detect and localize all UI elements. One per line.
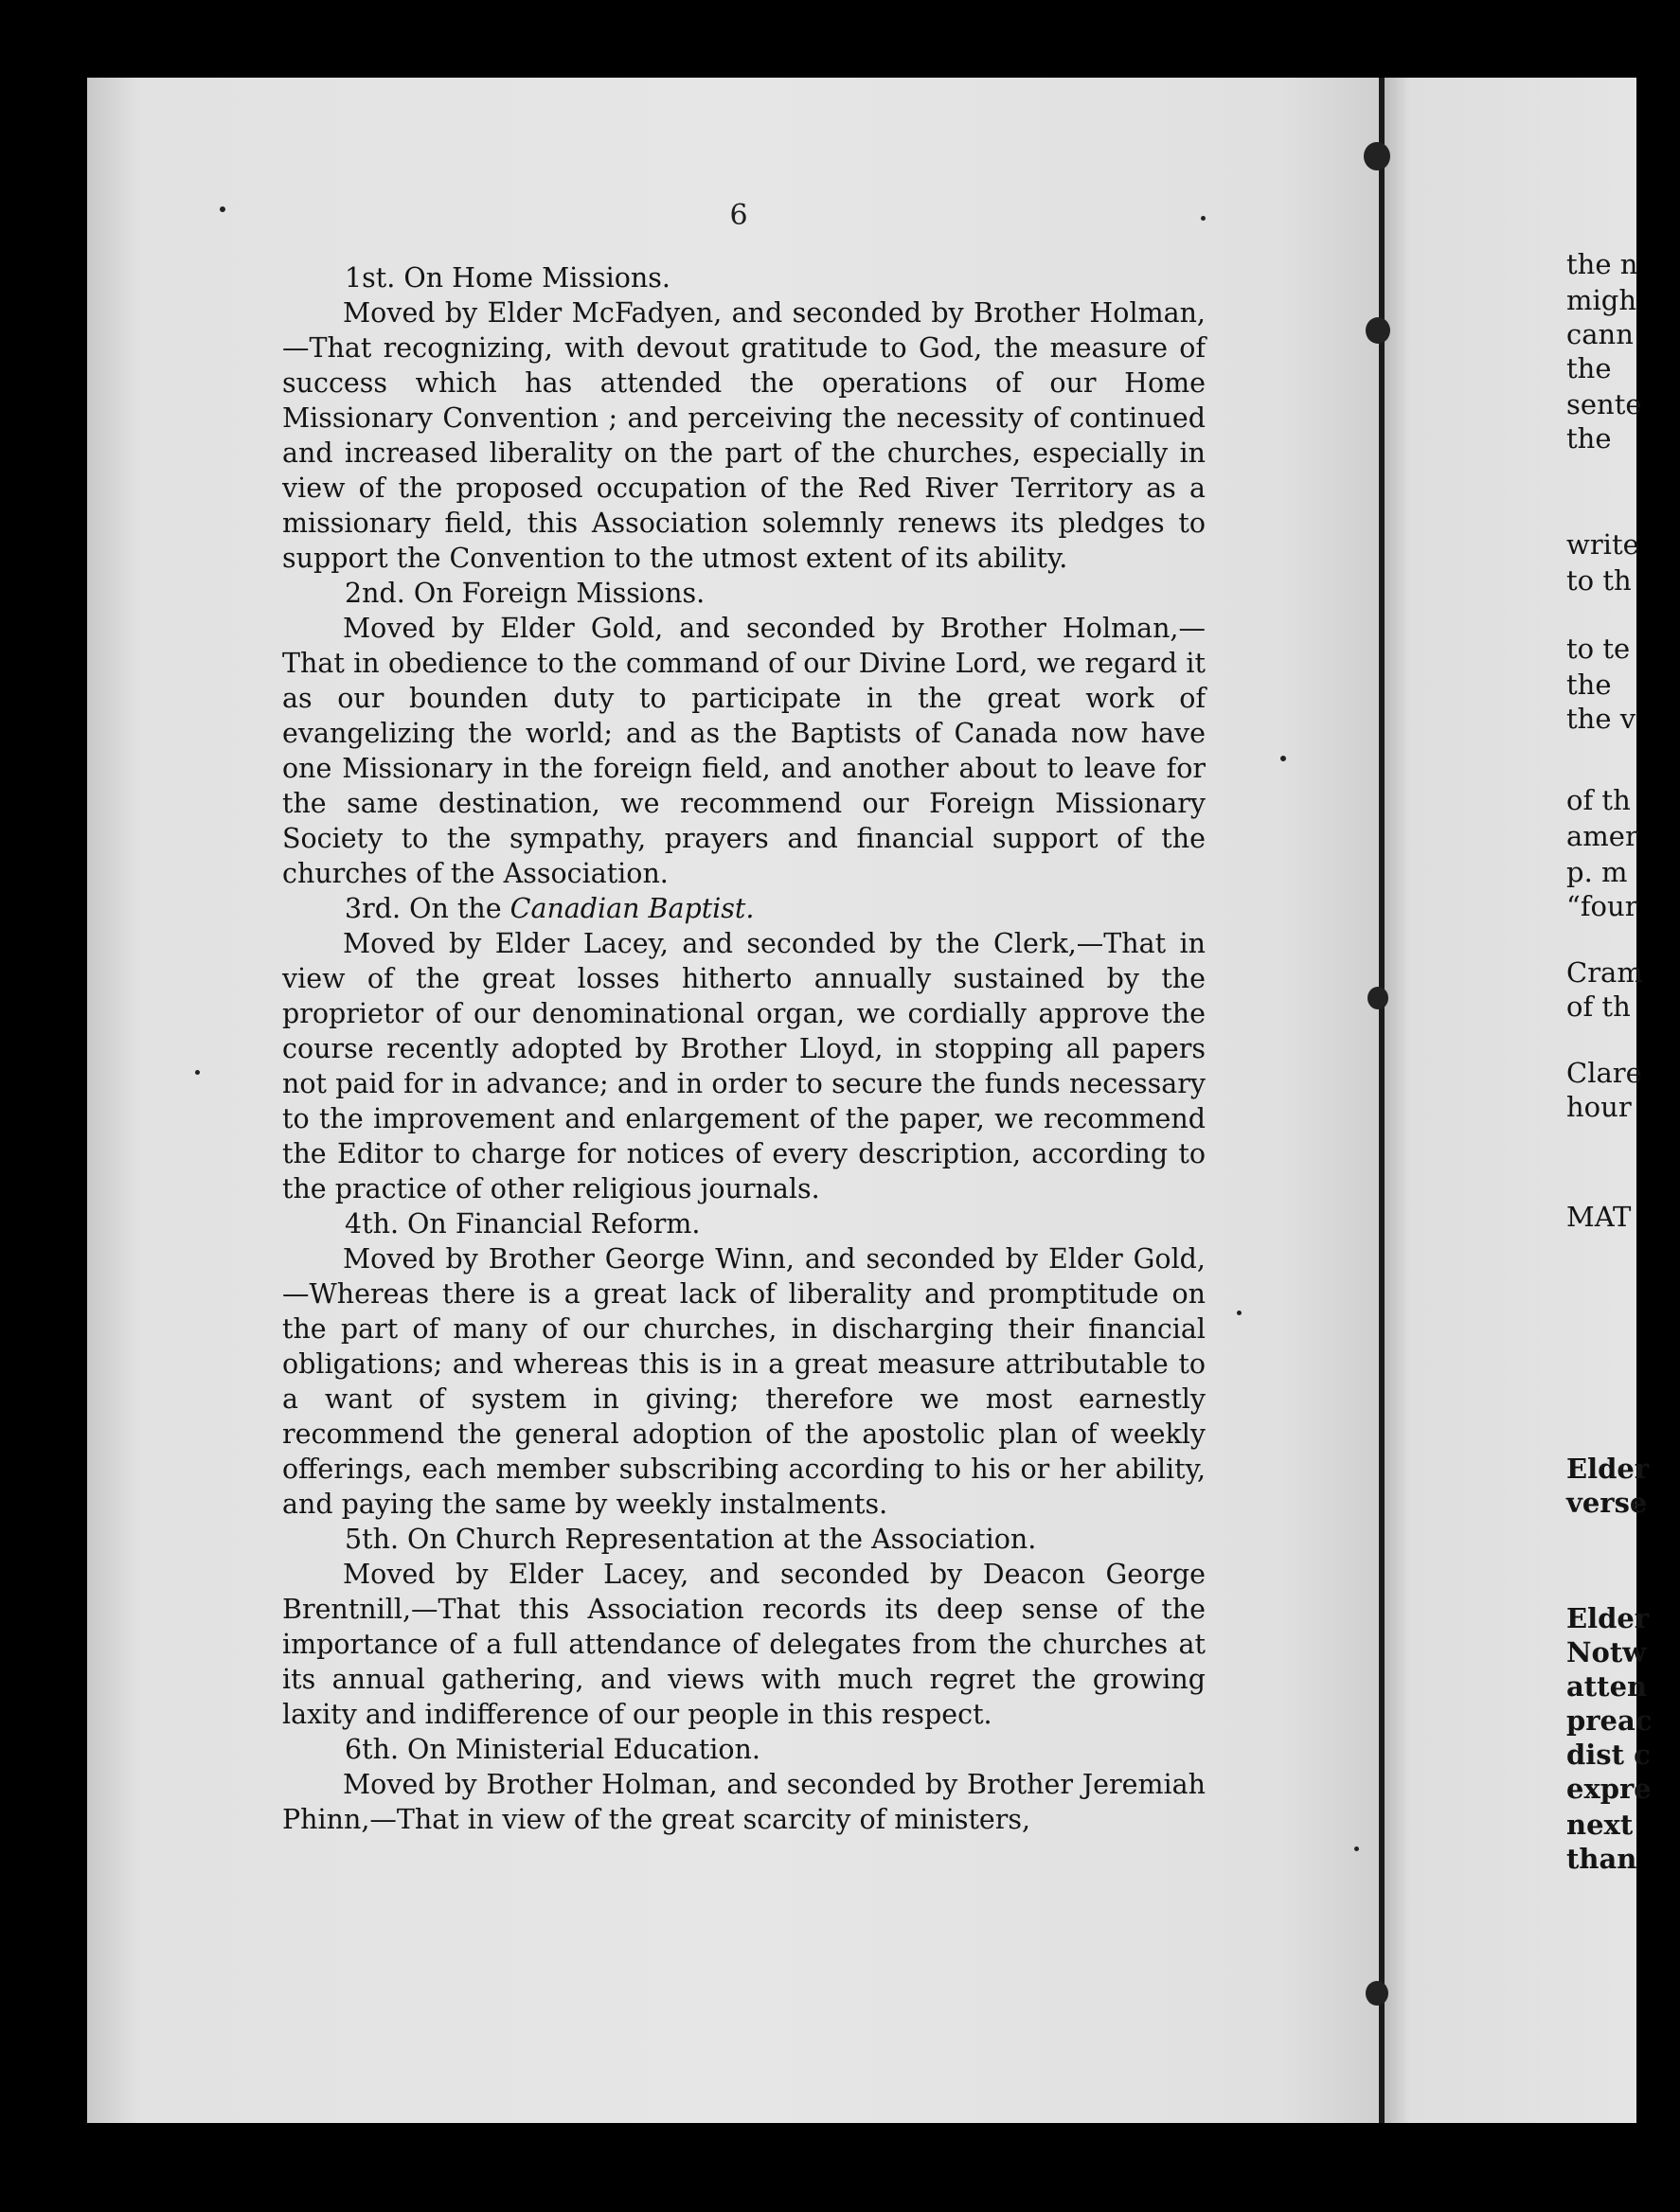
right-page-fragment: of th [1566, 784, 1631, 816]
resolutions-text [282, 260, 1206, 1837]
right-page-fragment: cann [1566, 318, 1634, 350]
resolution-paragraph: Moved by Elder Lacey, and seconded by the Clerk,—That in view of the great losses hitherto annually sustained by the proprietor of our denominational organ, we cordially approve the course recently adopted by Brother Lloyd, in stopping all papers not paid for in advance; and in order to secure the funds necessary to the improvement and enlargement of the paper, we recommend the Editor to charge for notices of every description, according to the practice of other religious journals. [282, 928, 1206, 1204]
right-page-fragment: sente [1566, 388, 1642, 420]
page-number: 6 [729, 199, 748, 232]
resolution-paragraph: Moved by Elder Gold, and seconded by Brother Holman,—That in obedience to the command of our Divine Lord, we regard it as our bounden duty to participate in the great work of evangelizing the world; and as the Baptists of Canada now have one Missionary in the foreign field, and another about to leave for the same destination, we recommend our Foreign Missionary Society to the sympathy, prayers and financial support of the churches of the Association. [282, 613, 1206, 889]
heading-text: 6th. On Ministerial Education. [345, 1734, 760, 1765]
scan-speck [1280, 756, 1286, 761]
binding-blot [1366, 317, 1390, 344]
binding-blot [1364, 142, 1390, 170]
binding-blot [1366, 1981, 1388, 2006]
right-page-fragment: Cram [1566, 956, 1643, 989]
scan-speck [195, 1070, 200, 1075]
section-heading [282, 891, 1206, 926]
section-heading [282, 1522, 1206, 1557]
heading-text: 5th. On Church Representation at the Association. [345, 1524, 1037, 1555]
right-page-fragment: the n [1566, 248, 1638, 280]
right-page-fragment: to th [1566, 564, 1632, 597]
right-page-fragment: atten [1566, 1670, 1648, 1703]
scan-speck [1354, 1846, 1359, 1851]
right-page-fragment: “four [1566, 890, 1638, 922]
heading-text: 3rd. On the [345, 893, 510, 924]
resolution-paragraph: Moved by Brother George Winn, and seconded by Elder Gold,—Whereas there is a great lack of liberality and promptitude on the part of many of our churches, in discharging their financial obligations; and whereas this is in a great measure attributable to a want of system in giving; therefore we most earnestly recommend the general adoption of the apostolic plan of weekly offerings, each member subscribing according to his or her ability, and paying the same by weekly instalments. [282, 1243, 1206, 1520]
right-page-fragment: dist c [1566, 1739, 1651, 1771]
section-heading [282, 1732, 1206, 1767]
right-page-fragment: Clare [1566, 1057, 1642, 1089]
right-page-fragment: verse [1566, 1487, 1648, 1519]
heading-text: 4th. On Financial Reform. [345, 1208, 701, 1240]
right-page-fragment: MAT [1566, 1201, 1632, 1233]
right-page-fragment: than [1566, 1843, 1637, 1875]
right-page-fragment: the [1566, 352, 1612, 384]
resolution-paragraph: Moved by Elder McFadyen, and seconded by Brother Holman,—That recognizing, with devout gratitude to God, the measure of success which has attended the operations of our Home Missionary Convention ; and perceiving the necessity of continued and increased liberality on the part of the churches, especially in view of the proposed occupation of the Red River Territory as a missionary field, this Association solemnly renews its pledges to support the Convention to the utmost extent of its ability. [282, 297, 1206, 574]
right-page-fragment: amer [1566, 820, 1638, 852]
right-page-fragment: to te [1566, 633, 1631, 665]
heading-text: 2nd. On Foreign Missions. [345, 578, 706, 609]
resolution-paragraph: Moved by Elder Lacey, and seconded by Deacon George Brentnill,—That this Association records its deep sense of the importance of a full attendance of delegates from the churches at its annual gathering, and views with much regret the growing laxity and indifference of our people in this respect. [282, 1559, 1206, 1730]
right-page-fragment: preac [1566, 1704, 1653, 1737]
scan-speck [220, 206, 225, 212]
right-page-fragment: of th [1566, 990, 1631, 1023]
right-page-fragment: migh [1566, 284, 1637, 316]
resolution-paragraph: Moved by Brother Holman, and seconded by Brother Jeremiah Phinn,—That in view of the great scarcity of ministers, [282, 1769, 1206, 1835]
right-page-fragment: the [1566, 669, 1612, 701]
heading-text: 1st. On Home Missions. [345, 262, 670, 294]
right-page-fragment: the [1566, 422, 1612, 455]
binding-blot [1367, 987, 1388, 1009]
section-heading [282, 1206, 1206, 1241]
right-page-fragment: Elder [1566, 1453, 1650, 1485]
right-page-fragment: Notw [1566, 1636, 1647, 1668]
publication-title: Canadian Baptist. [509, 893, 755, 924]
right-page-fragment: Elder [1566, 1602, 1650, 1634]
right-page-fragment: the v [1566, 703, 1636, 735]
right-page-fragment: p. m [1566, 856, 1628, 888]
scan-speck [1237, 1311, 1242, 1315]
right-page-fragment: next [1566, 1809, 1634, 1841]
section-heading [282, 260, 1206, 295]
right-page-fragment: write [1566, 528, 1639, 561]
right-page-fragment: expre [1566, 1773, 1652, 1805]
scan-speck [1201, 216, 1206, 221]
right-page-fragment: hour [1566, 1091, 1632, 1123]
section-heading [282, 576, 1206, 611]
